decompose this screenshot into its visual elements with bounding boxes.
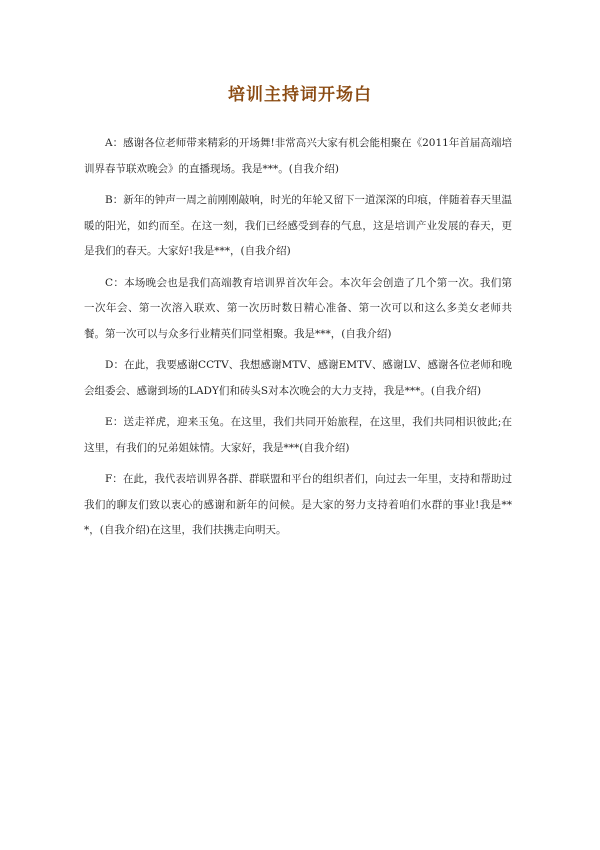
paragraph-f: F：在此，我代表培训界各群、群联盟和平台的组织者们，向过去一年里，支持和帮助过我们的聊友们致以衷心的感谢和新年的问候。是大家的努力支持着咱们水群的事业!我是***，(自我介绍)在这里，我们扶携走向明天。 xyxy=(84,473,512,536)
document-title: 培训主持词开场白 xyxy=(228,85,372,105)
paragraph-b: B：新年的钟声一周之前刚刚敲响，时光的年轮又留下一道深深的印痕，伴随着春天里温暖的阳光，如约而至。在这一刻，我们已经感受到春的气息，这是培训产业发展的春天，更是我们的春天。大家好!我是***，(自我介绍) xyxy=(84,194,512,257)
paragraph-d: D：在此，我要感谢CCTV、我想感谢MTV、感谢EMTV、感谢LV、感谢各位老师和晚会组委会、感谢到场的LADY们和砖头S对本次晚会的大力支持，我是***。(自我介绍) xyxy=(84,359,512,397)
paragraph-c: C：本场晚会也是我们高端教育培训界首次年会。本次年会创造了几个第一次。我们第一次年会、第一次溶入联欢、第一次历时数日精心准备、第一次可以和这么多美女老师共餐。第一次可以与众多行业精英们同堂相聚。我是***，(自我介绍) xyxy=(84,276,512,340)
document-body xyxy=(84,131,512,550)
paragraph-a: A：感谢各位老师带来精彩的开场舞!非常高兴大家有机会能相聚在《2011年首届高端培训界春节联欢晚会》的直播现场。我是***。(自我介绍) xyxy=(84,137,512,175)
paragraph-e: E：送走祥虎，迎来玉兔。在这里，我们共同开始旅程，在这里，我们共同相识彼此;在这里，有我们的兄弟姐妹情。大家好，我是***(自我介绍) xyxy=(84,416,512,454)
